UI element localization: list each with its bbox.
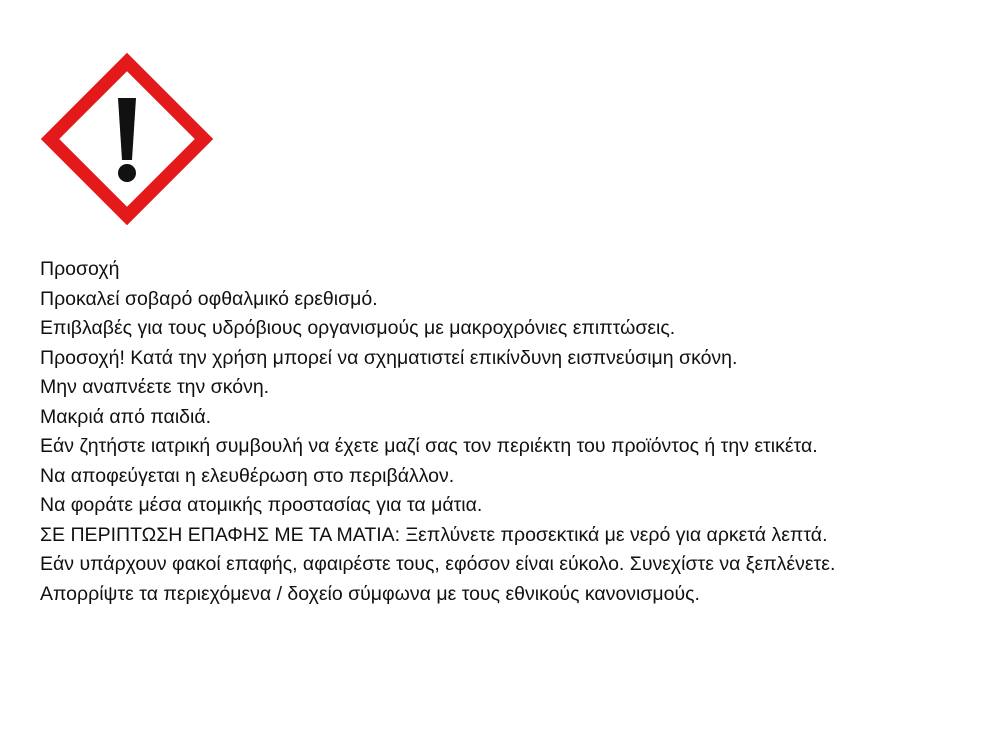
statement-line: Απορρίψτε τα περιεχόμενα / δοχείο σύμφωνα με τους εθνικούς κανονισμούς. — [40, 582, 700, 605]
statement-line: Προσοχή! Κατά την χρήση μπορεί να σχηματιστεί επικίνδυνη εισπνεύσιμη σκόνη. — [40, 346, 738, 369]
statement-line: Μακριά από παιδιά. — [40, 405, 212, 428]
hazard-pictogram — [40, 52, 214, 226]
signal-word: Προσοχή — [40, 258, 120, 280]
hazard-statement-list — [40, 255, 980, 609]
statement-line: Να αποφεύγεται η ελευθέρωση στο περιβάλλον. — [40, 464, 455, 487]
exclamation-mark-icon — [40, 52, 214, 226]
statement-line: Εάν ζητήστε ιατρική συμβουλή να έχετε μαζί σας τον περιέκτη του προϊόντος ή την ετικέτα. — [40, 435, 818, 457]
statement-line: Επιβλαβές για τους υδρόβιους οργανισμούς με μακροχρόνιες επιπτώσεις. — [40, 317, 676, 339]
exclamation-dot — [118, 164, 136, 182]
statement-line: Προκαλεί σοβαρό οφθαλμικό ερεθισμό. — [40, 287, 378, 310]
statement-line: Εάν υπάρχουν φακοί επαφής, αφαιρέστε τους, εφόσον είναι εύκολο. Συνεχίστε να ξεπλένετε. — [40, 553, 836, 575]
statement-line: Να φοράτε μέσα ατομικής προστασίας για τα μάτια. — [40, 494, 483, 516]
statement-line: ΣΕ ΠΕΡΙΠΤΩΣΗ ΕΠΑΦΗΣ ΜΕ ΤΑ ΜΑΤΙΑ: Ξεπλύνετε προσεκτικά με νερό για αρκετά λεπτά. — [40, 523, 828, 546]
statement-line: Μην αναπνέετε την σκόνη. — [40, 376, 270, 398]
